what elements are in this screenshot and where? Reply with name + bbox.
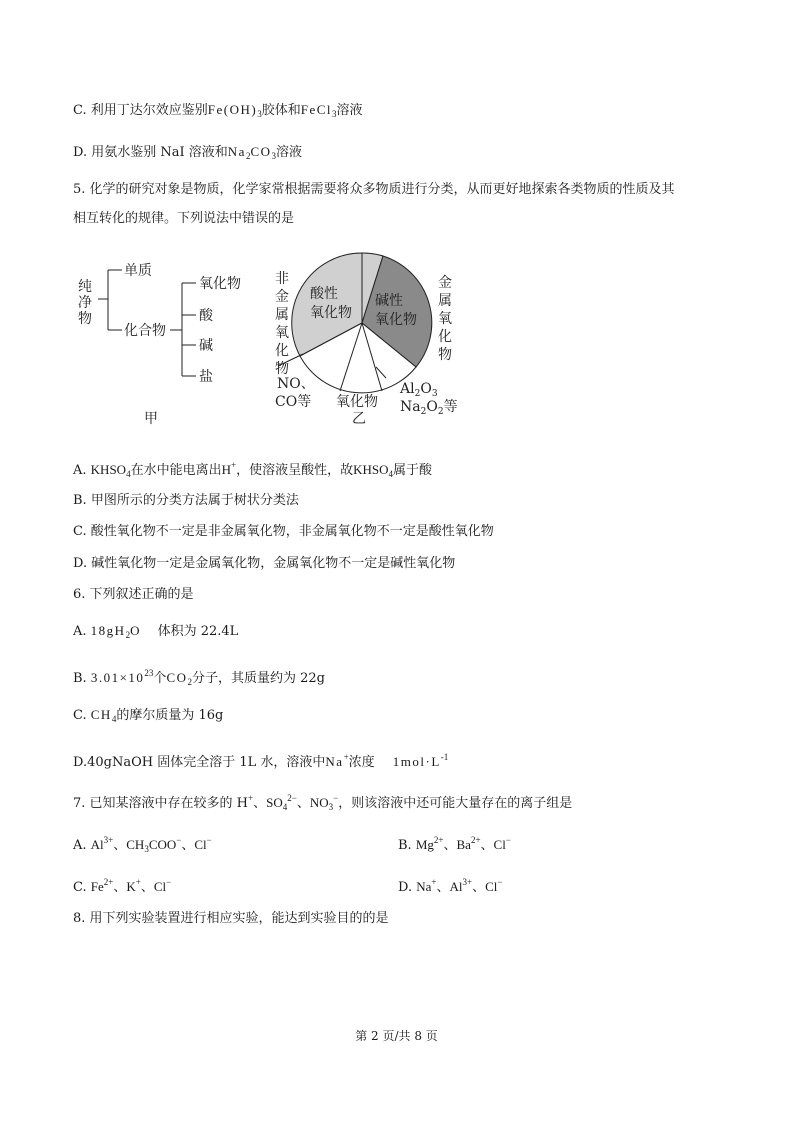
option-label: B. <box>398 838 412 853</box>
yi-no-co-2: CO等 <box>275 394 312 410</box>
option-label: C. <box>73 880 87 895</box>
diagram-yi <box>275 253 458 427</box>
q8-stem: 8. 用下列实验装置进行相应实验，能达到实验目的的是 <box>73 911 389 926</box>
q7-stem: 7. 已知某溶液中存在较多的 H+、$SO_4^{2-}$、$NO_3^-$，则该溶液中还可能大量存在的离子组是 <box>73 793 573 812</box>
jia-branch-top: 单质 <box>124 263 152 279</box>
option-label: A. <box>73 838 87 853</box>
yi-left-1: 非 <box>275 271 289 287</box>
jia-leaf-oxide: 氧化物 <box>199 276 241 292</box>
jia-branch-bottom: 化合物 <box>124 323 166 339</box>
diagram-jia <box>78 263 241 427</box>
jia-root-3: 物 <box>78 311 92 327</box>
yi-right-1: 金 <box>438 275 452 291</box>
option-label: D. <box>73 145 88 160</box>
q5-option-b: B. 甲图所示的分类方法属于树状分类法 <box>73 493 299 508</box>
jia-leaf-base: 碱 <box>199 338 213 354</box>
q5-stem-line2: 相互转化的规律。下列说法中错误的是 <box>73 211 295 226</box>
jia-root-1: 纯 <box>78 279 92 295</box>
page-number: 第 2 页/共 8 页 <box>355 1029 438 1043</box>
option-label: D. <box>73 755 88 770</box>
option-label: B. <box>73 671 87 686</box>
jia-leaf-salt: 盐 <box>199 369 213 385</box>
option-label: A. <box>73 624 87 639</box>
yi-right-4: 化 <box>438 329 452 345</box>
q7-option-d: D. Na+、$Al^{3+}$、Cl− <box>398 877 503 895</box>
q6-option-c: C. $CH_4$的摩尔质量为 16g <box>73 707 224 724</box>
yi-left-6: 物 <box>275 361 289 377</box>
q7-option-a: A. $Al^{3+}$、$CH_3COO^-$、Cl− <box>73 835 212 854</box>
yi-right-2: 属 <box>438 293 452 309</box>
option-label: D. <box>398 880 413 895</box>
q6-option-b: B. $3.01\times 10^{23}$个$CO_2$分子，其质量约为 22g <box>73 668 325 687</box>
yi-no-co-1: NO、 <box>277 376 315 392</box>
basic-label-2: 氧化物 <box>375 312 417 328</box>
q4-option-d: D. 用氨水鉴别 NaI 溶液和$Na_2CO_3$溶液 <box>73 144 303 161</box>
acidic-label-2: 氧化物 <box>310 305 352 321</box>
basic-label-1: 碱性 <box>375 293 403 309</box>
q6-option-d: D.40gNaOH 固体完全溶于 1L 水，溶液中Na+浓度 $1mol\cdot L^{-1}$ <box>73 752 449 770</box>
q5-option-a: A. $KHSO_4$在水中能电离出H+，使溶液呈酸性，故$KHSO_4$属于酸 <box>73 460 432 479</box>
yi-na2o2: $Na_2O_2$等 <box>400 399 458 417</box>
yi-left-4: 氧 <box>275 325 289 341</box>
option-label: C. <box>73 708 87 723</box>
jia-caption: 甲 <box>144 411 158 427</box>
yi-right-5: 物 <box>438 347 452 363</box>
classification-diagrams <box>70 243 470 433</box>
q5-option-c: C. 酸性氧化物不一定是非金属氧化物，非金属氧化物不一定是酸性氧化物 <box>73 524 494 539</box>
yi-right-3: 氧 <box>438 311 452 327</box>
q6-stem: 6. 下列叙述正确的是 <box>73 587 194 602</box>
option-label: A. <box>73 463 87 478</box>
q7-option-b: B. $Mg^{2+}$、$Ba^{2+}$、Cl− <box>398 835 511 853</box>
q5-option-d: D. 碱性氧化物一定是金属氧化物，金属氧化物不一定是碱性氧化物 <box>73 556 456 571</box>
yi-bottom-center: 氧化物 <box>336 394 378 410</box>
yi-left-3: 属 <box>275 307 289 323</box>
yi-left-2: 金 <box>275 289 289 305</box>
yi-caption: 乙 <box>352 411 366 427</box>
jia-leaf-acid: 酸 <box>199 308 213 324</box>
q5-stem-line1: 5. 化学的研究对象是物质，化学家常根据需要将众多物质进行分类，从而更好地探索各类物质的性质及其 <box>73 182 675 197</box>
acidic-label-1: 酸性 <box>310 286 338 302</box>
yi-al2o3: $Al_2O_3$ <box>400 381 438 399</box>
q7-option-c: C. $Fe^{2+}$、K+、Cl− <box>73 877 172 895</box>
q6-option-a: A. $18gH_2O$ 体积为 22.4L <box>73 623 239 640</box>
q4-option-c: C. 利用丁达尔效应鉴别$Fe(OH)_3$胶体和FeCl$_3$溶液 <box>73 102 363 119</box>
jia-root-2: 净 <box>78 295 92 311</box>
yi-left-5: 化 <box>275 343 289 359</box>
option-label: C. <box>73 103 87 118</box>
